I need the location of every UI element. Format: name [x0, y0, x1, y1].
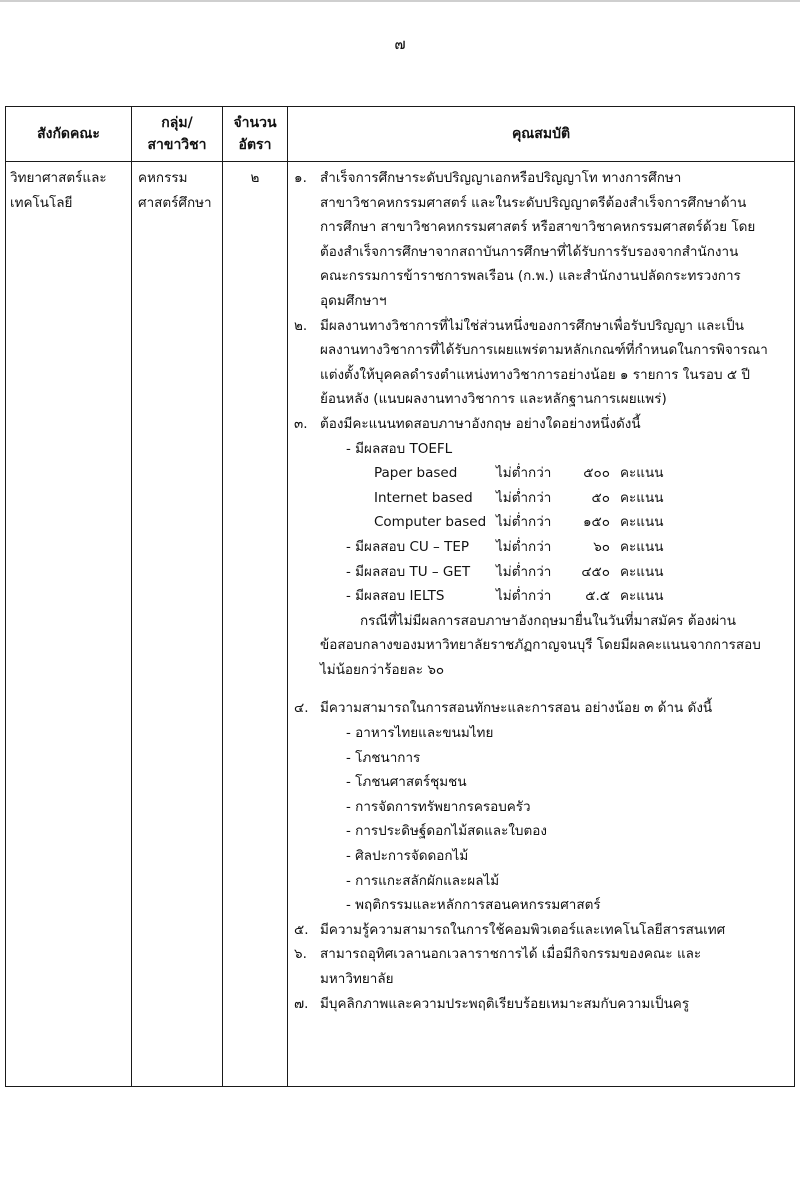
header-faculty-label: สังกัดคณะ	[37, 126, 100, 142]
text-line: สาขาวิชาคหกรรมศาสตร์ และในระดับปริญญาตรีต้องสำเร็จการศึกษาด้าน	[320, 194, 747, 211]
qualification-item-1	[294, 166, 788, 314]
text-line: แต่งตั้งให้บุคคลดำรงตำแหน่งทางวิชาการอย่างน้อย ๑ รายการ ในรอบ ๕ ปี	[320, 366, 750, 383]
list-item: - ศิลปะการจัดดอกไม้	[346, 848, 469, 865]
score-unit: คะแนน	[620, 465, 664, 482]
text-line: อุดมศึกษาฯ	[320, 292, 387, 309]
score-list	[320, 461, 788, 609]
list-item: - อาหารไทยและขนมไทย	[346, 725, 494, 742]
item-number: ๑.	[294, 170, 307, 186]
score-label: - มีผลสอบ CU – TEP	[346, 538, 470, 555]
score-unit: คะแนน	[620, 538, 664, 555]
faculty-line2: เทคโนโลยี	[10, 194, 73, 211]
rate-cell	[223, 162, 288, 1087]
list-item: - การแกะสลักผักและผลไม้	[346, 872, 500, 889]
list-item: - โภชนาการ	[346, 749, 421, 766]
qualification-item-7	[294, 992, 788, 1017]
text-line: การศึกษา สาขาวิชาคหกรรมศาสตร์ หรือสาขาวิชาคหกรรมศาสตร์ด้วย โดย	[320, 219, 756, 236]
item-number: ๗.	[294, 995, 309, 1012]
score-value: ๕๐	[591, 489, 610, 506]
header-group-line1: กลุ่ม/	[161, 115, 193, 131]
qualification-table	[5, 106, 795, 1087]
text-line: คณะกรรมการข้าราชการพลเรือน (ก.พ.) และสำนักงานปลัดกระทรวงการ	[320, 268, 741, 285]
table-row	[6, 162, 795, 1087]
header-group-line2: สาขาวิชา	[147, 137, 207, 153]
text-line: มีความรู้ความสามารถในการใช้คอมพิวเตอร์และเทคโนโลยีสารสนเทศ	[320, 921, 726, 938]
list-item: - การประดิษฐ์ดอกไม้สดและใบตอง	[346, 823, 547, 840]
top-rule	[0, 0, 800, 2]
score-min: ไม่ต่ำกว่า	[496, 489, 552, 506]
score-row	[346, 584, 788, 609]
score-min: ไม่ต่ำกว่า	[496, 563, 552, 580]
score-row	[346, 510, 788, 535]
score-min: ไม่ต่ำกว่า	[496, 514, 552, 531]
list-item: - โภชนศาสตร์ชุมชน	[346, 774, 467, 791]
score-unit: คะแนน	[620, 514, 664, 531]
score-label: - มีผลสอบ IELTS	[346, 588, 445, 605]
text-line: ย้อนหลัง (แนบผลงานทางวิชาการ และหลักฐานการเผยแพร่)	[320, 391, 667, 408]
qualification-cell	[288, 162, 795, 1087]
header-rate	[223, 107, 288, 162]
header-rate-line2: อัตรา	[238, 137, 272, 153]
score-label: Internet based	[374, 489, 473, 506]
score-label: Computer based	[374, 514, 487, 531]
text-line: มีความสามารถในการสอนทักษะและการสอน อย่างน้อย ๓ ด้าน ดังนี้	[320, 700, 713, 717]
text-line: สำเร็จการศึกษาระดับปริญญาเอกหรือปริญญาโท ทางการศึกษา	[320, 170, 682, 186]
text-line: ไม่น้อยกว่าร้อยละ ๖๐	[320, 661, 445, 678]
text-line: ข้อสอบกลางของมหาวิทยาลัยราชภัฏกาญจนบุรี โดยมีผลคะแนนจากการสอบ	[320, 637, 761, 654]
qualification-item-4	[294, 696, 788, 917]
header-faculty	[6, 107, 132, 162]
text-line: กรณีที่ไม่มีผลการสอบภาษาอังกฤษมายื่นในวันที่มาสมัคร ต้องผ่าน	[360, 612, 736, 629]
item-number: ๔.	[294, 700, 309, 717]
text-line: ต้องสำเร็จการศึกษาจากสถาบันการศึกษาที่ได้รับการรับรองจากสำนักงาน	[320, 243, 739, 260]
header-qualification	[288, 107, 795, 162]
qualification-item-3	[294, 412, 788, 609]
score-unit: คะแนน	[620, 563, 664, 580]
score-label: Paper based	[374, 465, 458, 482]
item-number: ๖.	[294, 946, 307, 963]
text-line: มหาวิทยาลัย	[320, 971, 394, 987]
score-value: ๔๕๐	[581, 563, 610, 580]
list-item: - พฤติกรรมและหลักการสอนคหกรรมศาสตร์	[346, 897, 601, 914]
item-number: ๒.	[294, 317, 308, 334]
faculty-cell	[6, 162, 132, 1087]
score-row	[346, 560, 788, 585]
score-label: - มีผลสอบ TU – GET	[346, 563, 471, 580]
qualification-item-5	[294, 918, 788, 943]
text-line: มีบุคลิกภาพและความประพฤติเรียบร้อยเหมาะสมกับความเป็นครู	[320, 995, 690, 1012]
qualification-item-2	[294, 314, 788, 412]
score-value: ๕๐๐	[583, 465, 610, 482]
header-rate-line1: จำนวน	[233, 115, 277, 131]
rate-value: ๒	[250, 170, 260, 186]
group-line2: ศาสตร์ศึกษา	[138, 194, 212, 211]
table-header-row	[6, 107, 795, 162]
list-item: - การจัดการทรัพยากรครอบครัว	[346, 798, 531, 815]
text-line: มีผลงานทางวิชาการที่ไม่ใช่ส่วนหนึ่งของการศึกษาเพื่อรับปริญญา และเป็น	[320, 317, 744, 334]
english-note	[294, 609, 788, 683]
score-min: ไม่ต่ำกว่า	[496, 465, 552, 482]
score-row	[346, 461, 788, 486]
score-row	[346, 535, 788, 560]
score-unit: คะแนน	[620, 489, 664, 506]
score-value: ๖๐	[593, 538, 610, 555]
score-value: ๕.๕	[585, 588, 610, 605]
text-line: ต้องมีคะแนนทดสอบภาษาอังกฤษ อย่างใดอย่างหนึ่งดังนี้	[320, 415, 641, 432]
page-number: ๗	[394, 35, 406, 53]
group-line1: คหกรรม	[138, 170, 188, 186]
item-number: ๓.	[294, 415, 308, 432]
toefl-label: - มีผลสอบ TOEFL	[346, 440, 453, 457]
score-value: ๑๕๐	[582, 514, 610, 531]
text-line: สามารถอุทิศเวลานอกเวลาราชการได้ เมื่อมีกิจกรรมของคณะ และ	[320, 946, 702, 963]
score-row	[346, 486, 788, 511]
qualification-item-6	[294, 942, 788, 991]
group-cell	[132, 162, 223, 1087]
text-line: ผลงานทางวิชาการที่ได้รับการเผยแพร่ตามหลักเกณฑ์ที่กำหนดในการพิจารณา	[320, 342, 768, 359]
header-group	[132, 107, 223, 162]
score-min: ไม่ต่ำกว่า	[496, 538, 552, 555]
item-number: ๕.	[294, 921, 309, 938]
score-unit: คะแนน	[620, 588, 664, 605]
header-qualification-label: คุณสมบัติ	[511, 126, 571, 142]
faculty-line1: วิทยาศาสตร์และ	[10, 170, 107, 186]
score-min: ไม่ต่ำกว่า	[496, 588, 552, 605]
